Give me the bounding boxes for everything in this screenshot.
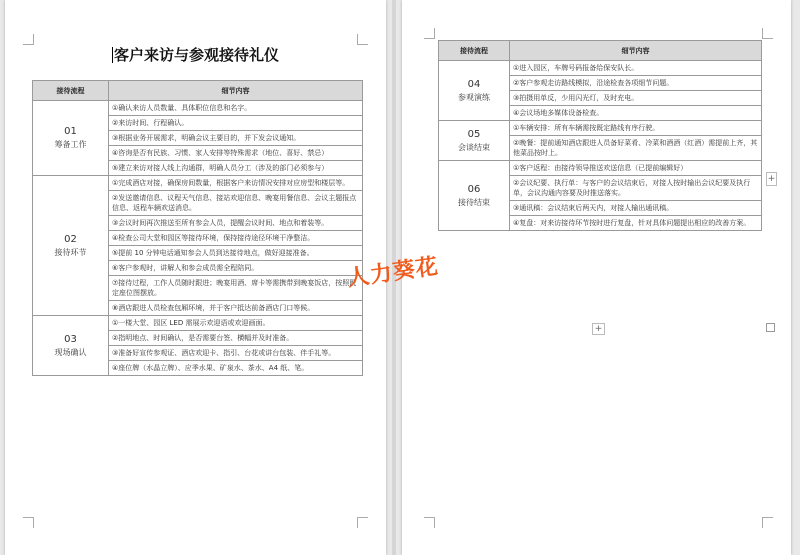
detail-cell[interactable]: ②指明地点、时间确认，是否需要台签、横幅并及时准备。: [109, 331, 363, 346]
stage-cell[interactable]: [439, 61, 510, 121]
detail-cell[interactable]: ①车辆安排：所有车辆需按既定路线有序行驶。: [510, 121, 762, 136]
crop-mark: [762, 517, 773, 528]
stage-cell[interactable]: [33, 176, 109, 316]
crop-mark: [23, 517, 34, 528]
stage-cell[interactable]: [439, 161, 510, 231]
header-stage: 接待流程: [33, 81, 109, 101]
detail-cell[interactable]: ③准备好宣传参观证、酒店欢迎卡、指引、台花或讲台包装、伴手礼等。: [109, 346, 363, 361]
stage-number: 01: [64, 126, 77, 137]
table-row: [33, 176, 363, 191]
stage-name: 接待环节: [54, 247, 87, 257]
stage-name: 会谈结束: [458, 142, 490, 152]
stage-name: 参观演练: [458, 92, 490, 102]
detail-cell[interactable]: ①客户返程：由接待领导推送欢送信息（已提前编辑好）: [510, 161, 762, 176]
detail-cell[interactable]: ④咨询是否有民族、习惯、家人安排等特殊需求（地位、喜好、禁忌）: [109, 146, 363, 161]
document-title-text: 客户来访与参观接待礼仪: [113, 46, 279, 64]
detail-cell[interactable]: ②晚餐：提前通知酒店跟进人员备好菜肴、冷菜和酒酒（红酒）需提前上齐，其他菜品按时上。: [510, 136, 762, 161]
detail-cell[interactable]: ④座位牌（水晶立牌）、应季水果、矿泉水、茶水、A4 纸、笔。: [109, 361, 363, 376]
stage-cell[interactable]: [33, 101, 109, 176]
reception-table-page-2[interactable]: [438, 40, 762, 231]
stage-name: 筹备工作: [54, 140, 87, 149]
table-resize-handle[interactable]: [766, 323, 775, 332]
detail-cell[interactable]: ④复盘：对来访接待环节按时进行复盘，针对具体问题提出相应的改善方案。: [510, 216, 762, 231]
detail-cell[interactable]: ②来访时间、行程确认。: [109, 116, 363, 131]
detail-cell[interactable]: ①进入园区，车牌号码报备给保安队长。: [510, 61, 762, 76]
detail-cell[interactable]: ③拍摄用单反，少用闪光灯，及时充电。: [510, 91, 762, 106]
header-stage: 接待流程: [439, 41, 510, 61]
watermark-text: 人力葵花: [345, 254, 441, 292]
crop-mark: [762, 28, 773, 39]
stage-cell[interactable]: [33, 316, 109, 376]
stage-cell[interactable]: [439, 121, 510, 161]
detail-cell[interactable]: ⑤提前 10 分钟电话通知参会人员到达接待地点，做好迎接准备。: [109, 246, 363, 261]
header-detail: 细节内容: [510, 41, 762, 61]
detail-cell[interactable]: ⑥客户参观时，讲解人和参会成员需全程陪同。: [109, 261, 363, 276]
detail-cell[interactable]: ②发送邀请信息、议程天气信息、接站欢迎信息、晚宴用餐信息、会议主题报点信息、返程车辆欢送消息。: [109, 191, 363, 216]
stage-number: 04: [467, 78, 481, 90]
detail-cell[interactable]: ②会议纪要、执行单：与客户的会议结束后，对接人按时输出会议纪要及执行单，会议沟通内容要及时推送落实。: [510, 176, 762, 201]
stage-number: 06: [467, 183, 481, 195]
detail-cell[interactable]: ④检查公司大堂和园区等接待环境，保持接待途径环境干净整洁。: [109, 231, 363, 246]
stage-number: 02: [64, 233, 77, 245]
stage-name: 接待结束: [458, 197, 490, 207]
crop-mark: [424, 517, 435, 528]
stage-name: 现场确认: [54, 347, 87, 357]
add-row-button[interactable]: +: [592, 323, 605, 335]
reception-table-page-1[interactable]: [32, 80, 363, 376]
table-row: [439, 121, 762, 136]
table-header-row: [439, 41, 762, 61]
header-detail: 细节内容: [109, 81, 363, 101]
detail-cell[interactable]: ⑧酒店跟进人员检查包厢环境，并于客户抵达前备酒店门口等候。: [109, 301, 363, 316]
detail-cell[interactable]: ③根据业务开展需求，明确会议主要目的，并下发会议通知。: [109, 131, 363, 146]
detail-cell[interactable]: ④会议场地多媒体设备检查。: [510, 106, 762, 121]
document-title[interactable]: [5, 44, 386, 65]
document-page-1: [5, 0, 386, 555]
add-column-button[interactable]: +: [767, 174, 776, 184]
detail-cell[interactable]: ⑤建立来访对接人线上沟通群，明确人员分工（涉及的部门必须参与）: [109, 161, 363, 176]
detail-cell[interactable]: ①一楼大堂、园区 LED 需展示欢迎语或欢迎画面。: [109, 316, 363, 331]
detail-cell[interactable]: ③会议时间再次推送至所有参会人员，提醒会议时间、地点和着装等。: [109, 216, 363, 231]
table-row: [439, 61, 762, 76]
table-row: [33, 316, 363, 331]
detail-cell[interactable]: ①确认来访人员数量、具体职位信息和名字。: [109, 101, 363, 116]
text-cursor: [112, 47, 113, 63]
detail-cell[interactable]: ⑦接待过程，工作人员随时跟进；晚宴用酒、席卡等需携带到晚宴饭店，按照既定座位图摆放。: [109, 276, 363, 301]
table-row: [33, 101, 363, 116]
detail-cell[interactable]: ②客户参观走访路线模拟，沿途检查各项细节问题。: [510, 76, 762, 91]
stage-number: 05: [467, 128, 481, 140]
detail-cell[interactable]: ①完成酒店对接，确保房间数量，根据客户来访情况安排对应房型和楼层等。: [109, 176, 363, 191]
table-row: [439, 161, 762, 176]
table-header-row: [33, 81, 363, 101]
stage-number: 03: [64, 333, 77, 345]
crop-mark: [424, 28, 435, 39]
document-page-2: [402, 0, 791, 555]
detail-cell[interactable]: ③通讯稿：会议结束后两天内，对接人输出通讯稿。: [510, 201, 762, 216]
crop-mark: [357, 517, 368, 528]
